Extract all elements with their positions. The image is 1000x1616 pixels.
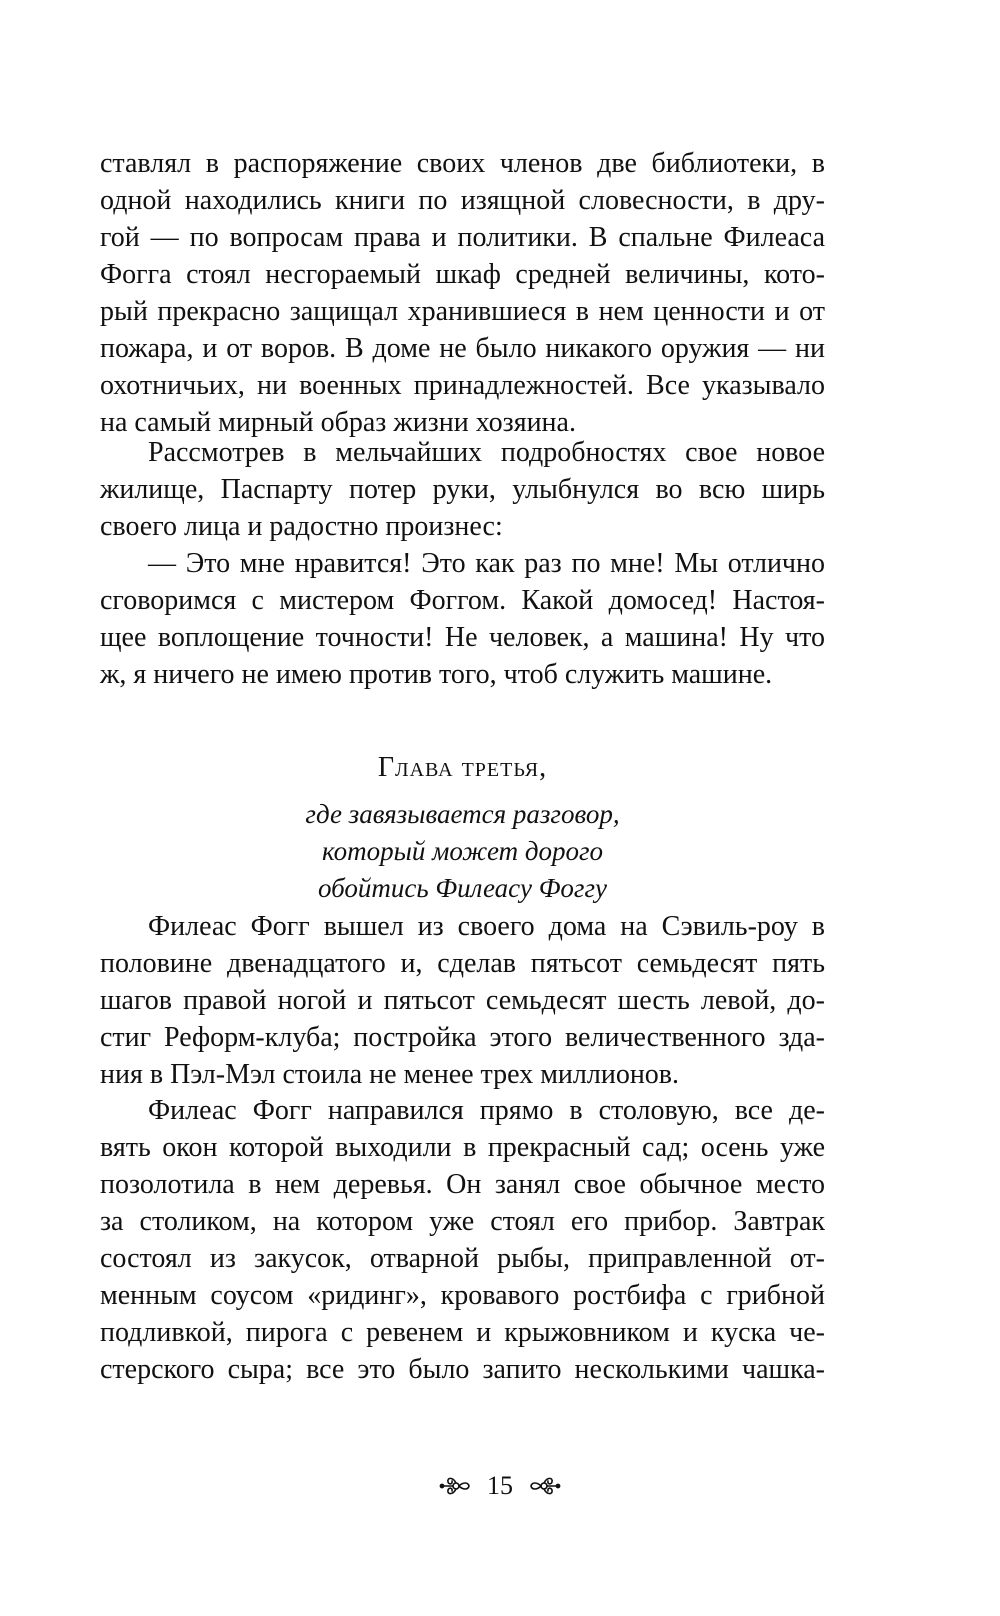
text-line: жилище, Паспарту потер руки, улыбнулся во всю ширь [100, 474, 825, 505]
page-number: 15 [487, 1471, 513, 1500]
text-line: рый прекрасно защищал хранившиеся в нем ценности и от [100, 296, 825, 327]
text-line: Филеас Фогг направился прямо в столовую, все де- [148, 1095, 825, 1126]
text-line: стерского сыра; все это было запито несколькими чашка- [100, 1354, 825, 1385]
text-line: состоял из закусок, отварной рыбы, приправленной от- [100, 1243, 825, 1274]
flourish-icon [527, 1471, 561, 1501]
chapter-title: Глава третья, [377, 752, 548, 783]
chapter-subtitle-line: обойтись Филеасу Фоггу [318, 873, 607, 903]
text-line: гой — по вопросам права и политики. В спальне Филеаса [100, 222, 825, 253]
text-line: щее воплощение точности! Не человек, а машина! Ну что [100, 622, 825, 653]
text-line: на самый мирный образ жизни хозяина. [100, 407, 576, 438]
text-line: охотничьих, ни военных принадлежностей. Все указывало [100, 370, 825, 401]
text-line: подливкой, пирога с ревенем и крыжовником и куска че- [100, 1317, 825, 1348]
text-line: менным соусом «ридинг», кровавого ростбифа с грибной [100, 1280, 825, 1311]
text-line: сговоримся с мистером Фоггом. Какой домосед! Настоя- [100, 585, 825, 616]
chapter-subtitle-line: где завязывается разговор, [305, 799, 620, 829]
text-line: стиг Реформ-клуба; постройка этого величественного зда- [100, 1022, 825, 1053]
chapter-subtitle-line: который может дорого [321, 836, 604, 866]
text-line: Фогга стоял несгораемый шкаф средней величины, кото- [100, 259, 825, 290]
text-line: Рассмотрев в мельчайших подробностях свое новое [148, 437, 825, 468]
text-line: за столиком, на котором уже стоял его прибор. Завтрак [100, 1206, 825, 1237]
text-line: одной находились книги по изящной словесности, в дру- [100, 185, 825, 216]
text-line: ж, я ничего не имею против того, чтоб служить машине. [100, 659, 773, 690]
text-line: — Это мне нравится! Это как раз по мне! Мы отлично [148, 548, 825, 579]
flourish-icon [439, 1471, 473, 1501]
text-line: Филеас Фогг вышел из своего дома на Сэвиль-роу в [148, 911, 825, 942]
text-line: позолотила в нем деревья. Он занял свое обычное место [100, 1169, 825, 1200]
text-line: ния в Пэл-Мэл стоила не менее трех миллионов. [100, 1059, 680, 1090]
text-line: пожара, и от воров. В доме не было никакого оружия — ни [100, 333, 825, 364]
page-footer [0, 1466, 1000, 1506]
text-line: вять окон которой выходили в прекрасный сад; осень уже [100, 1132, 825, 1163]
text-line: ставлял в распоряжение своих членов две библиотеки, в [100, 148, 825, 179]
text-line: половине двенадцатого и, сделав пятьсот семьдесят пять [100, 948, 825, 979]
text-line: своего лица и радостно произнес: [100, 511, 503, 542]
text-line: шагов правой ногой и пятьсот семьдесят шесть левой, до- [100, 985, 825, 1016]
